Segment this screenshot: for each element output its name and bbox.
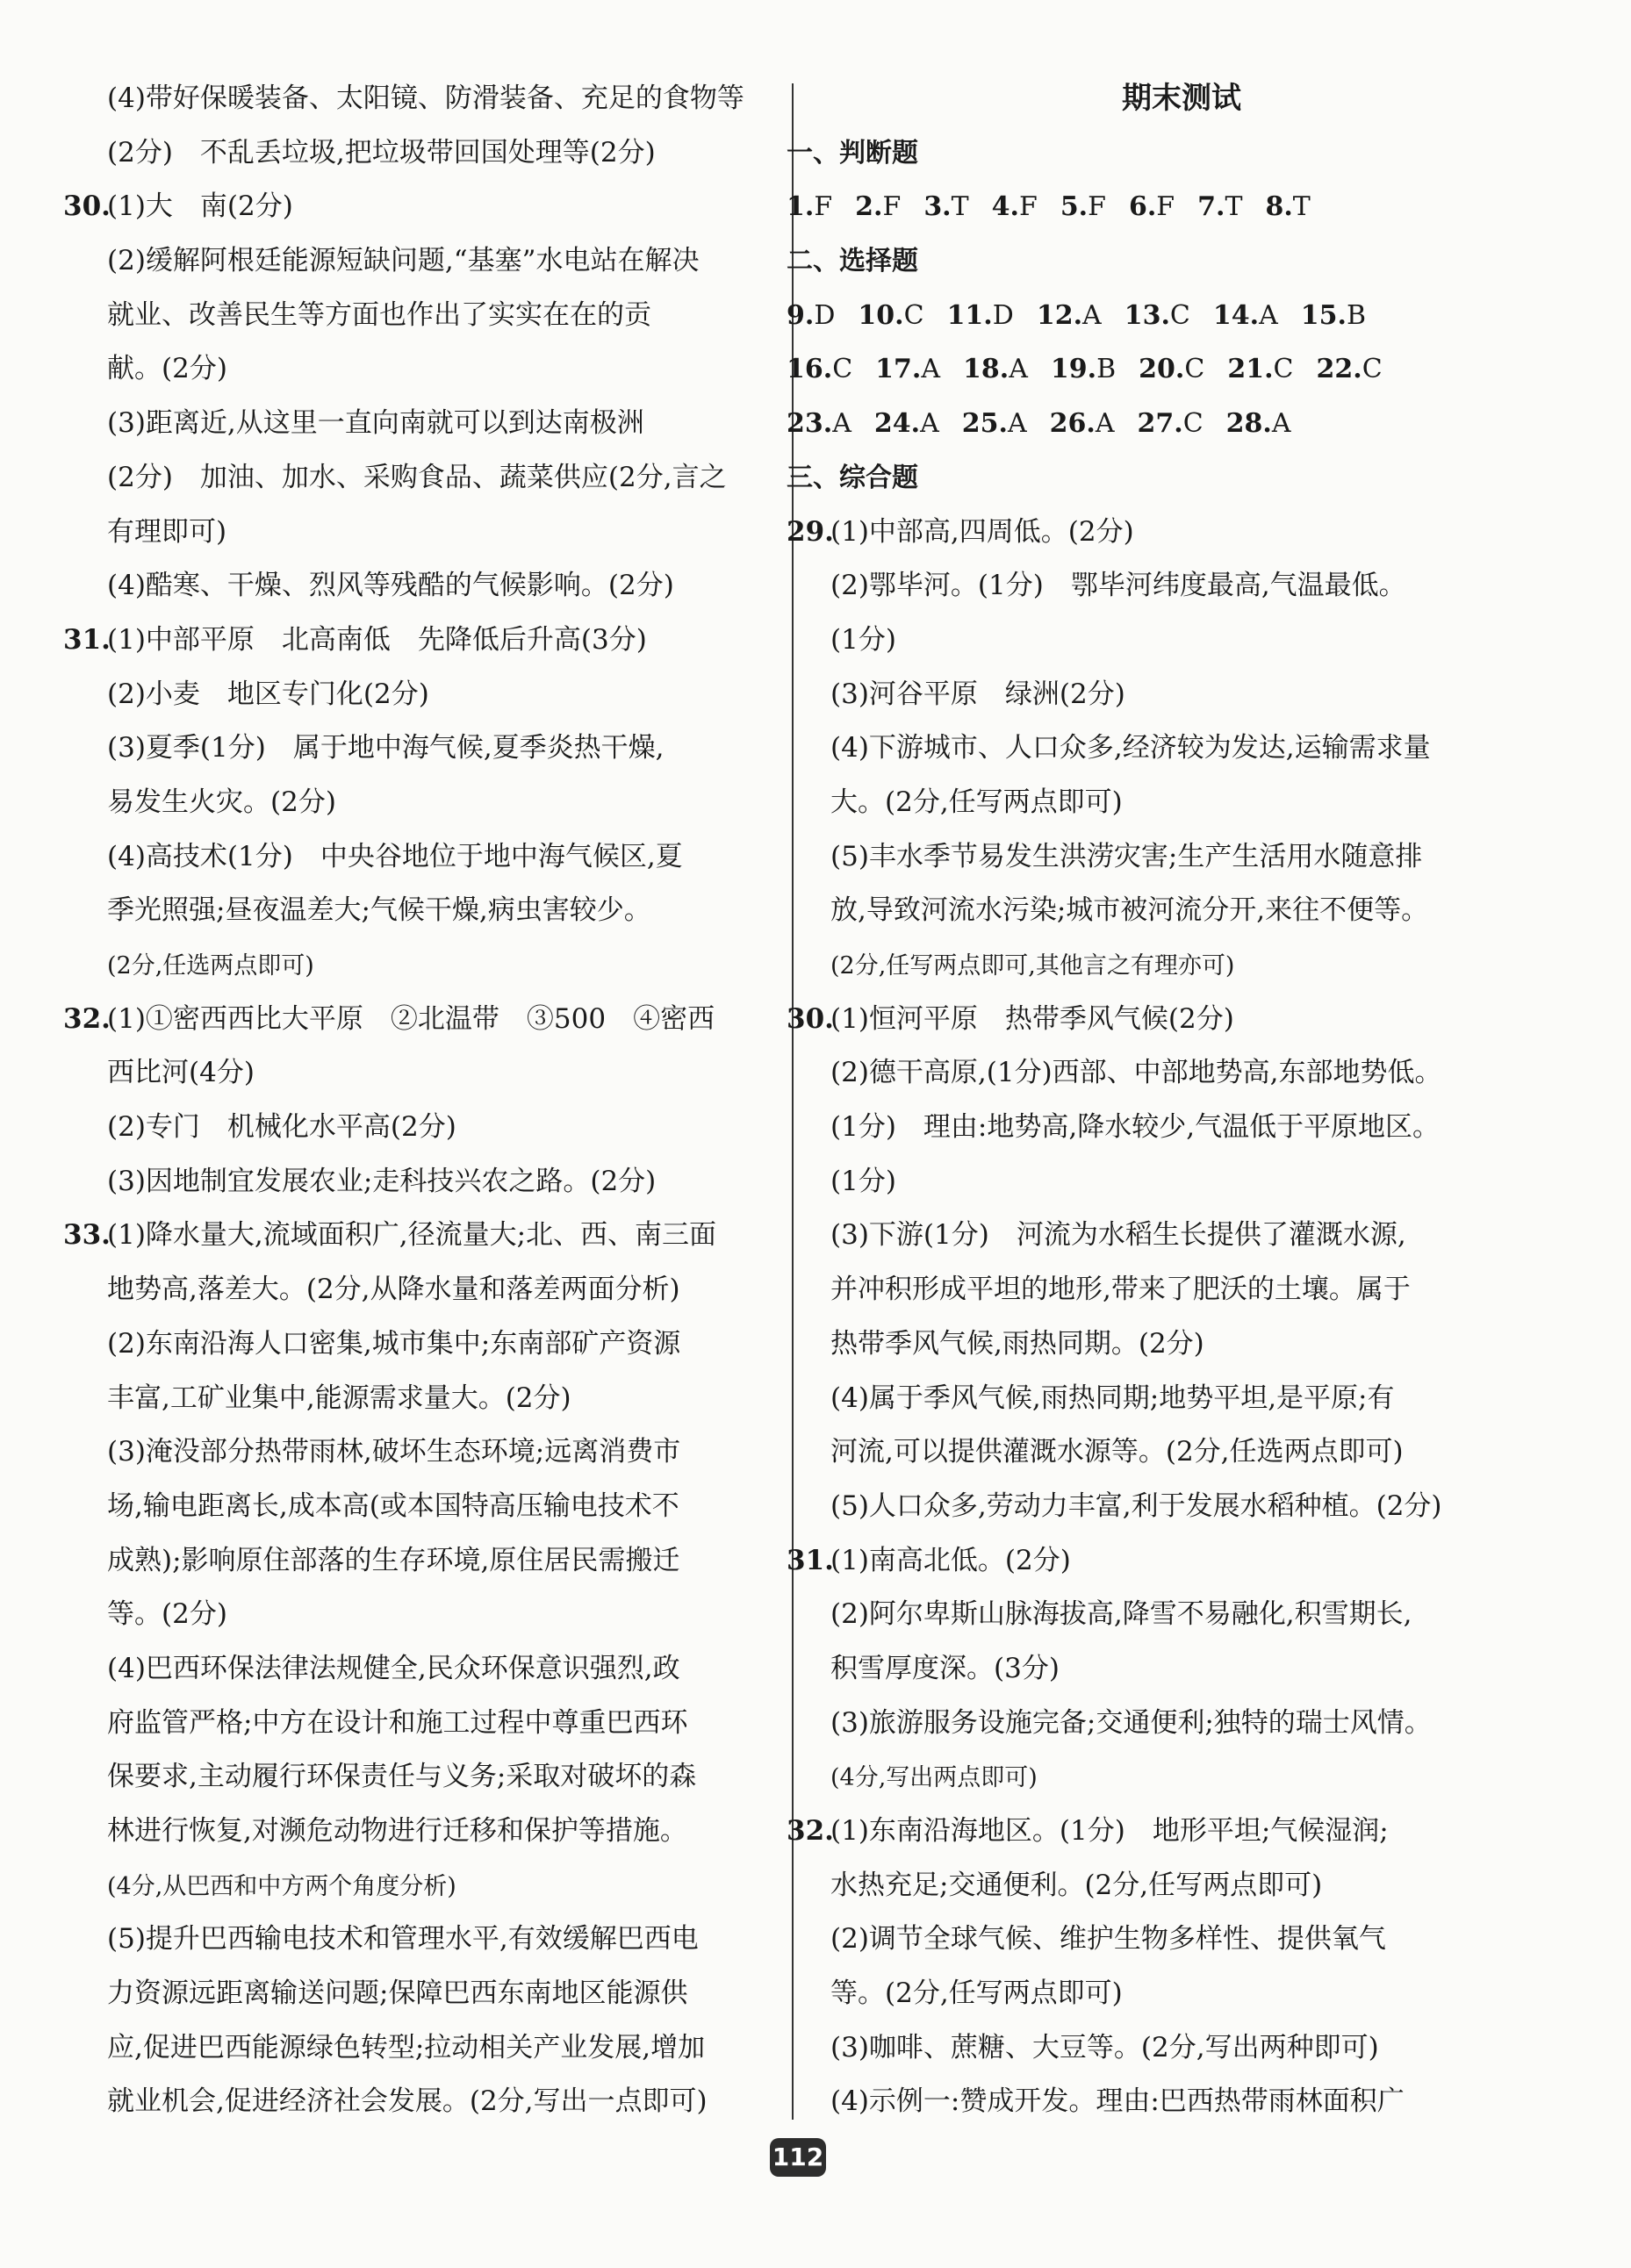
question-number: 14. [1212, 299, 1260, 331]
question-start-line [787, 993, 1533, 1047]
answer-text: (1分) 理由:地势高,降水较少,气温低于平原地区。 [830, 1111, 1441, 1144]
answer-text: 水热充足;交通便利。(2分,任写两点即可) [830, 1869, 1323, 1901]
section-heading-choice: 二、选择题 [787, 246, 918, 277]
tf-answer [992, 180, 1038, 234]
choice-answer [1051, 342, 1116, 397]
answer-letter: D [814, 299, 836, 331]
question-number: 31. [787, 1544, 834, 1576]
answer-text: (2)专门 机械化水平高(2分) [107, 1111, 456, 1144]
page-number: 112 [770, 2138, 826, 2177]
section-title: 期末测试 [1122, 81, 1241, 116]
answer-text: (2)东南沿海人口密集,城市集中;东南部矿产资源 [107, 1327, 681, 1360]
choice-answer [1301, 289, 1366, 343]
answer-text: (4)下游城市、人口众多,经济较为发达,运输需求量 [830, 732, 1431, 764]
question-number: 15. [1300, 299, 1347, 331]
answer-letter: T [951, 191, 969, 223]
answer-text: (1)中部平原 北高南低 先降低后升高(3分) [107, 623, 647, 656]
answer-letter: C [903, 299, 924, 331]
question-number: 32. [63, 1002, 111, 1035]
answer-text: (1)①密西西比大平原 ②北温带 ③500 ④密西 [107, 1002, 715, 1035]
question-start-line [787, 506, 1533, 560]
answer-letter: F [1156, 191, 1175, 223]
choice-answer [1124, 289, 1190, 343]
answer-text: 热带季风气候,雨热同期。(2分) [830, 1327, 1204, 1360]
answer-line [107, 1750, 757, 1805]
answer-line [830, 1697, 1533, 1751]
answer-letter: C [1184, 354, 1205, 385]
answer-text: (3)夏季(1分) 属于地中海气候,夏季炎热干燥, [107, 732, 665, 764]
answer-line [107, 1101, 757, 1155]
answer-line [107, 451, 757, 506]
choice-answer [787, 397, 851, 451]
question-number: 26. [1049, 408, 1096, 440]
answer-line [107, 1859, 757, 1913]
answer-letter: D [992, 299, 1014, 331]
answer-line [107, 1697, 757, 1751]
choice-answer [1138, 397, 1203, 451]
answer-text: (5)人口众多,劳动力丰富,利于发展水稻种植。(2分) [830, 1489, 1442, 1522]
answer-text: 力资源远距离输送问题;保障巴西东南地区能源供 [107, 1977, 688, 2010]
answer-text: (3)咖啡、蔗糖、大豆等。(2分,写出两种即可) [830, 2031, 1379, 2063]
answer-text: (2)鄂毕河。(1分) 鄂毕河纬度最高,气温最低。 [830, 570, 1406, 602]
tf-answer [1265, 180, 1310, 234]
answer-line [107, 1534, 757, 1589]
answer-text: 场,输电距离长,成本高(或本国特高压输电技术不 [107, 1489, 679, 1522]
answer-text: (3)下游(1分) 河流为水稻生长提供了灌溉水源, [830, 1219, 1406, 1252]
answer-line [830, 1372, 1533, 1426]
answer-line [830, 559, 1533, 614]
answer-line [107, 289, 757, 343]
answer-line [830, 776, 1533, 830]
answer-text: (1)降水量大,流域面积广,径流量大;北、西、南三面 [107, 1219, 717, 1252]
choice-answer [787, 289, 835, 343]
answer-line [107, 2021, 757, 2076]
question-number: 10. [858, 299, 904, 331]
question-number: 1. [787, 191, 815, 223]
answer-line [107, 1372, 757, 1426]
answer-letter: A [1259, 299, 1278, 331]
answer-letter: F [1018, 191, 1038, 223]
choice-answer [1226, 397, 1291, 451]
answer-letter: A [1009, 354, 1028, 385]
answer-line [107, 1967, 757, 2021]
question-number: 18. [963, 354, 1009, 385]
choice-answers-row [787, 342, 1533, 397]
answer-text: 大。(2分,任写两点即可) [830, 786, 1123, 818]
answer-text: 河流,可以提供灌溉水源等。(2分,任选两点即可) [830, 1436, 1404, 1468]
answer-line [107, 938, 757, 993]
question-number: 30. [787, 1002, 834, 1035]
answer-letter: A [1095, 408, 1115, 440]
question-number: 22. [1316, 354, 1362, 385]
answer-line [107, 1642, 757, 1697]
choice-answers-row [787, 397, 1533, 451]
answer-text: (4)酷寒、干燥、烈风等残酷的气候影响。(2分) [107, 570, 674, 602]
answer-line [107, 342, 757, 397]
tf-answer [787, 180, 832, 234]
tf-answer [1197, 180, 1242, 234]
question-number: 33. [63, 1219, 111, 1252]
answer-line [830, 1588, 1533, 1642]
choice-answer [962, 397, 1027, 451]
answer-line [107, 559, 757, 614]
answer-text: (4)带好保暖装备、太阳镜、防滑装备、充足的食物等 [107, 83, 744, 114]
choice-answer [947, 289, 1014, 343]
tf-answer [923, 180, 968, 234]
question-start-line [63, 993, 757, 1047]
answer-line [830, 1209, 1533, 1263]
answer-text: (4分,从巴西和中方两个角度分析) [107, 1872, 456, 1900]
question-number: 20. [1139, 354, 1185, 385]
answer-line [107, 397, 757, 451]
question-start-line [787, 1534, 1533, 1589]
answer-line [830, 1425, 1533, 1480]
answer-letter: A [921, 354, 941, 385]
answer-line [830, 830, 1533, 885]
question-number: 31. [63, 623, 111, 656]
question-start-line [787, 1805, 1533, 1859]
answer-line [107, 1046, 757, 1101]
answer-line [830, 1101, 1533, 1155]
answer-text: (2)缓解阿根廷能源短缺问题,“基塞”水电站在解决 [107, 245, 700, 277]
answer-text: (1)东南沿海地区。(1分) 地形平坦;气候湿润; [830, 1815, 1389, 1847]
question-number: 9. [787, 299, 815, 331]
answer-letter: C [1182, 408, 1203, 440]
answer-text: (3)因地制宜发展农业;走科技兴农之路。(2分) [107, 1165, 657, 1197]
answer-line [107, 1588, 757, 1642]
answer-text: (2)小麦 地区专门化(2分) [107, 678, 429, 710]
answer-letter: T [1225, 191, 1243, 223]
answer-text: 府监管严格;中方在设计和施工过程中尊重巴西环 [107, 1706, 688, 1739]
answer-text: (3)距离近,从这里一直向南就可以到达南极洲 [107, 407, 644, 440]
answer-line [107, 1480, 757, 1534]
answer-line [107, 1317, 757, 1372]
answer-text: (4)高技术(1分) 中央谷地位于地中海气候区,夏 [107, 840, 683, 872]
answer-letter: C [1362, 354, 1383, 385]
answer-text: (2)德干高原,(1分)西部、中部地势高,东部地势低。 [830, 1057, 1442, 1089]
answer-text: (4)属于季风气候,雨热同期;地势平坦,是平原;有 [830, 1382, 1395, 1414]
answer-line [830, 1317, 1533, 1372]
question-number: 30. [63, 190, 111, 223]
question-start-line [63, 614, 757, 668]
answer-letter: A [832, 408, 851, 440]
choice-answer [874, 397, 939, 451]
answer-line [830, 668, 1533, 722]
answer-line [830, 1750, 1533, 1805]
answer-text: (2)调节全球气候、维护生物多样性、提供氧气 [830, 1923, 1386, 1956]
left-column [63, 72, 757, 2129]
question-number: 5. [1060, 191, 1089, 223]
answer-text: (2分,任写两点即可,其他言之有理亦可) [830, 952, 1235, 980]
answer-line [107, 1425, 757, 1480]
answer-text: (1)恒河平原 热带季风气候(2分) [830, 1002, 1234, 1035]
answer-text: 地势高,落差大。(2分,从降水量和落差两面分析) [107, 1274, 680, 1306]
question-number: 4. [991, 191, 1019, 223]
answer-line [830, 1046, 1533, 1101]
question-number: 11. [946, 299, 993, 331]
question-number: 16. [787, 354, 833, 385]
question-start-line [63, 1209, 757, 1263]
answer-line [107, 668, 757, 722]
answer-line [107, 1263, 757, 1317]
answer-line [830, 1155, 1533, 1209]
choice-answer [875, 342, 940, 397]
answer-line [830, 1263, 1533, 1317]
answer-letter: A [1271, 408, 1291, 440]
choice-answer [1139, 342, 1204, 397]
choice-answer [963, 342, 1028, 397]
answer-text: (2分) 加油、加水、采购食品、蔬菜供应(2分,言之 [107, 461, 727, 493]
answer-line [830, 1642, 1533, 1697]
answer-line [830, 1480, 1533, 1534]
question-number: 24. [873, 408, 921, 440]
answer-text: 保要求,主动履行环保责任与义务;采取对破坏的森 [107, 1761, 697, 1793]
answer-line [830, 884, 1533, 938]
tf-answer [1129, 180, 1175, 234]
section-heading-judgement: 一、判断题 [787, 137, 918, 169]
answer-text: 就业、改善民生等方面也作出了实实在在的贡 [107, 298, 651, 331]
answer-text: (2分) 不乱丢垃圾,把垃圾带回国处理等(2分) [107, 136, 656, 169]
true-false-answers [787, 180, 1533, 234]
question-number: 17. [875, 354, 922, 385]
choice-answer [1317, 342, 1383, 397]
tf-answer [855, 180, 901, 234]
answer-letter: F [1088, 191, 1106, 223]
answer-text: (5)丰水季节易发生洪涝灾害;生产生活用水随意排 [830, 840, 1423, 872]
answer-letter: B [1346, 299, 1366, 331]
answer-line [107, 2075, 757, 2129]
answer-text: (1)大 南(2分) [107, 190, 293, 223]
question-number: 27. [1137, 408, 1183, 440]
answer-line [830, 1913, 1533, 1967]
answer-text: 放,导致河流水污染;城市被河流分开,来往不便等。 [830, 894, 1429, 927]
question-number: 7. [1197, 191, 1225, 223]
answer-letter: B [1096, 354, 1117, 385]
answer-line [830, 1967, 1533, 2021]
answer-line [107, 830, 757, 885]
answer-text: (3)淹没部分热带雨林,破坏生态环境;远离消费市 [107, 1436, 681, 1468]
answer-text: (1)中部高,四周低。(2分) [830, 515, 1134, 548]
choice-answers-row [787, 289, 1533, 343]
answer-text: 就业机会,促进经济社会发展。(2分,写出一点即可) [107, 2085, 708, 2118]
question-number: 23. [787, 408, 833, 440]
answer-text: 献。(2分) [107, 353, 227, 385]
answer-letter: C [832, 354, 853, 385]
choice-answer [1037, 289, 1102, 343]
answer-text: (4)巴西环保法律法规健全,民众环保意识强烈,政 [107, 1652, 680, 1684]
question-start-line [63, 180, 757, 234]
answer-text: 易发生火灾。(2分) [107, 786, 336, 818]
answer-text: 等。(2分) [107, 1598, 227, 1631]
answer-text: 等。(2分,任写两点即可) [830, 1977, 1123, 2010]
answer-letter: C [1169, 299, 1190, 331]
answer-text: (4)示例一:赞成开发。理由:巴西热带雨林面积广 [830, 2085, 1405, 2118]
question-number: 13. [1124, 299, 1170, 331]
answer-text: (5)提升巴西输电技术和管理水平,有效缓解巴西电 [107, 1923, 699, 1956]
answer-line [830, 614, 1533, 668]
question-number: 32. [787, 1815, 834, 1847]
choice-answer [1227, 342, 1293, 397]
answer-line [107, 506, 757, 560]
answer-text: (1分) [830, 1165, 896, 1197]
answer-letter: A [1082, 299, 1102, 331]
answer-text: 成熟);影响原住部落的生存环境,原住居民需搬迁 [107, 1544, 680, 1576]
answer-text: 有理即可) [107, 515, 227, 548]
answer-text: (4分,写出两点即可) [830, 1764, 1038, 1792]
answer-letter: F [814, 191, 833, 223]
tf-answer [1060, 180, 1106, 234]
choice-answer [787, 342, 852, 397]
answer-text: 季光照强;昼夜温差大;气候干燥,病虫害较少。 [107, 894, 651, 927]
answer-line [107, 72, 757, 126]
answer-line [830, 2075, 1533, 2129]
answer-text: (2分,任选两点即可) [107, 952, 314, 980]
answer-line [830, 1859, 1533, 1913]
answer-line [107, 1155, 757, 1209]
answer-letter: F [882, 191, 902, 223]
question-number: 28. [1225, 408, 1272, 440]
choice-answer [858, 289, 923, 343]
question-number: 3. [923, 191, 952, 223]
answer-line [830, 721, 1533, 776]
question-number: 29. [787, 515, 834, 548]
answer-line [107, 1805, 757, 1859]
question-number: 2. [855, 191, 883, 223]
answer-line [107, 884, 757, 938]
answer-line [107, 721, 757, 776]
answer-line [107, 1913, 757, 1967]
answer-line [107, 126, 757, 181]
answer-letter: A [1007, 408, 1027, 440]
question-number: 12. [1036, 299, 1083, 331]
answer-text: (1分) [830, 623, 896, 656]
right-column [787, 72, 1533, 2129]
answer-text: (2)阿尔卑斯山脉海拔高,降雪不易融化,积雪期长, [830, 1598, 1412, 1631]
answer-text: (3)河谷平原 绿洲(2分) [830, 678, 1125, 710]
answer-text: (3)旅游服务设施完备;交通便利;独特的瑞士风情。 [830, 1706, 1432, 1739]
answer-line [830, 938, 1533, 993]
question-number: 19. [1050, 354, 1097, 385]
choice-answer [1213, 289, 1278, 343]
answer-letter: A [920, 408, 939, 440]
choice-answer [1050, 397, 1115, 451]
answer-letter: C [1273, 354, 1294, 385]
section-heading-comprehensive: 三、综合题 [787, 462, 918, 493]
answer-text: 应,促进巴西能源绿色转型;拉动相关产业发展,增加 [107, 2031, 706, 2063]
answer-text: 积雪厚度深。(3分) [830, 1652, 1060, 1684]
question-number: 21. [1227, 354, 1274, 385]
question-number: 8. [1265, 191, 1293, 223]
question-number: 25. [961, 408, 1008, 440]
answer-line [107, 776, 757, 830]
answer-letter: T [1292, 191, 1311, 223]
answer-text: 林进行恢复,对濒危动物进行迁移和保护等措施。 [107, 1815, 687, 1847]
answer-text: (1)南高北低。(2分) [830, 1544, 1071, 1576]
answer-text: 并冲积形成平坦的地形,带来了肥沃的土壤。属于 [830, 1274, 1411, 1306]
question-number: 6. [1128, 191, 1157, 223]
answer-text: 丰富,工矿业集中,能源需求量大。(2分) [107, 1382, 571, 1414]
answer-text: 西比河(4分) [107, 1057, 255, 1089]
answer-line [830, 2021, 1533, 2076]
answer-line [107, 234, 757, 289]
